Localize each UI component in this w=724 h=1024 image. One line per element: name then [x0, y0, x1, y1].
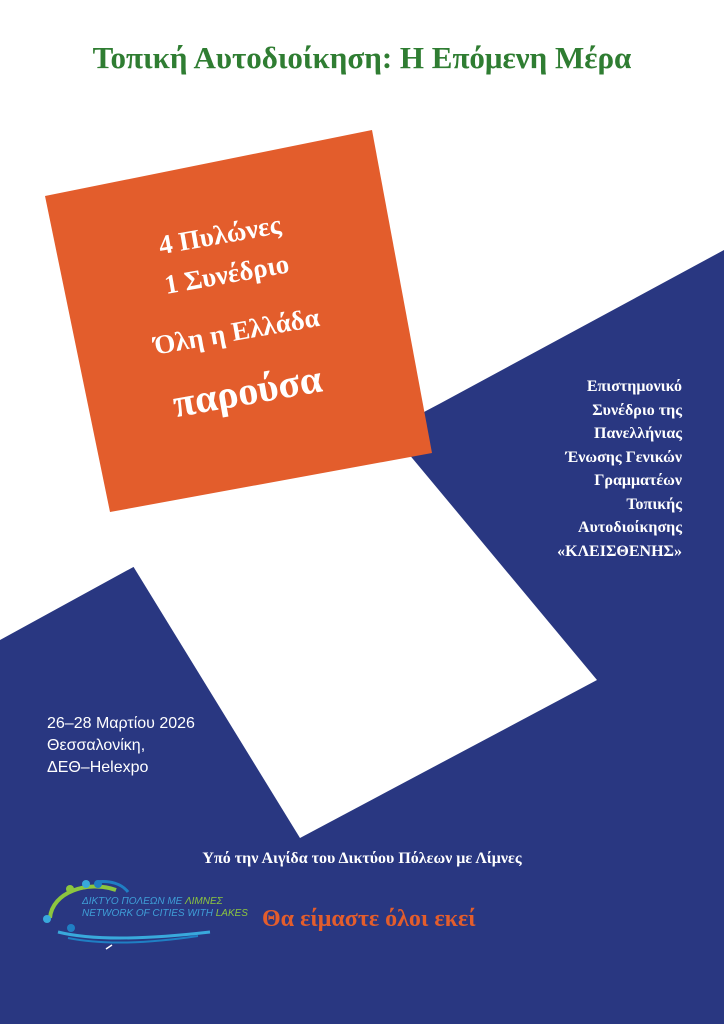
tagline-present: παρούσα — [169, 355, 326, 427]
logo-text-english-prefix: NETWORK OF CITIES WITH — [82, 908, 213, 919]
event-dates: 26–28 Μαρτίου 2026 — [47, 715, 195, 732]
logo-dot — [67, 924, 75, 932]
logo-text-greek — [81, 896, 224, 907]
slogan: Θα είμαστε όλοι εκεί — [262, 906, 476, 932]
description-line: Τοπικής — [626, 495, 682, 513]
description-line: Πανελλήνιας — [594, 425, 682, 442]
description-line: Αυτοδιοίκησης — [578, 519, 682, 536]
tagline-greece: Όλη η Ελλάδα — [151, 302, 322, 361]
logo-dot — [94, 880, 102, 888]
description-line: Επιστημονικό — [586, 378, 682, 395]
logo-dot — [43, 915, 51, 923]
patronage-text: Υπό την Αιγίδα του Δικτύου Πόλεων με Λίμνες — [202, 850, 522, 867]
network-of-cities-with-lakes-logo — [38, 872, 253, 950]
description-line: Ένωσης Γενικών — [565, 448, 682, 466]
tagline-pillars: 4 Πυλώνες — [156, 209, 283, 261]
event-city: Θεσσαλονίκη, — [47, 737, 146, 754]
conference-description — [462, 375, 682, 563]
event-venue: ΔΕΘ–Helexpo — [47, 759, 149, 776]
logo-text-english — [82, 908, 248, 919]
logo-text-greek-prefix: ΔΙΚΤΥΟ ΠΟΛΕΩΝ ΜΕ — [82, 896, 183, 907]
description-line: «ΚΛΕΙΣΘΕΝΗΣ» — [557, 542, 682, 560]
tagline-conference: 1 Συνέδριο — [162, 248, 292, 300]
logo-dot — [66, 885, 74, 893]
description-line: Γραμματέων — [594, 472, 682, 489]
logo-dot — [82, 880, 90, 888]
logo-text-english-highlight: LAKES — [215, 908, 248, 919]
page-title: Τοπική Αυτοδιοίκηση: Η Επόμενη Μέρα — [92, 40, 632, 75]
event-info — [47, 713, 195, 779]
logo-mark — [106, 945, 112, 949]
logo-text-greek-highlight: ΛΙΜΝΕΣ — [184, 896, 223, 907]
description-line: Συνέδριο της — [592, 401, 682, 419]
